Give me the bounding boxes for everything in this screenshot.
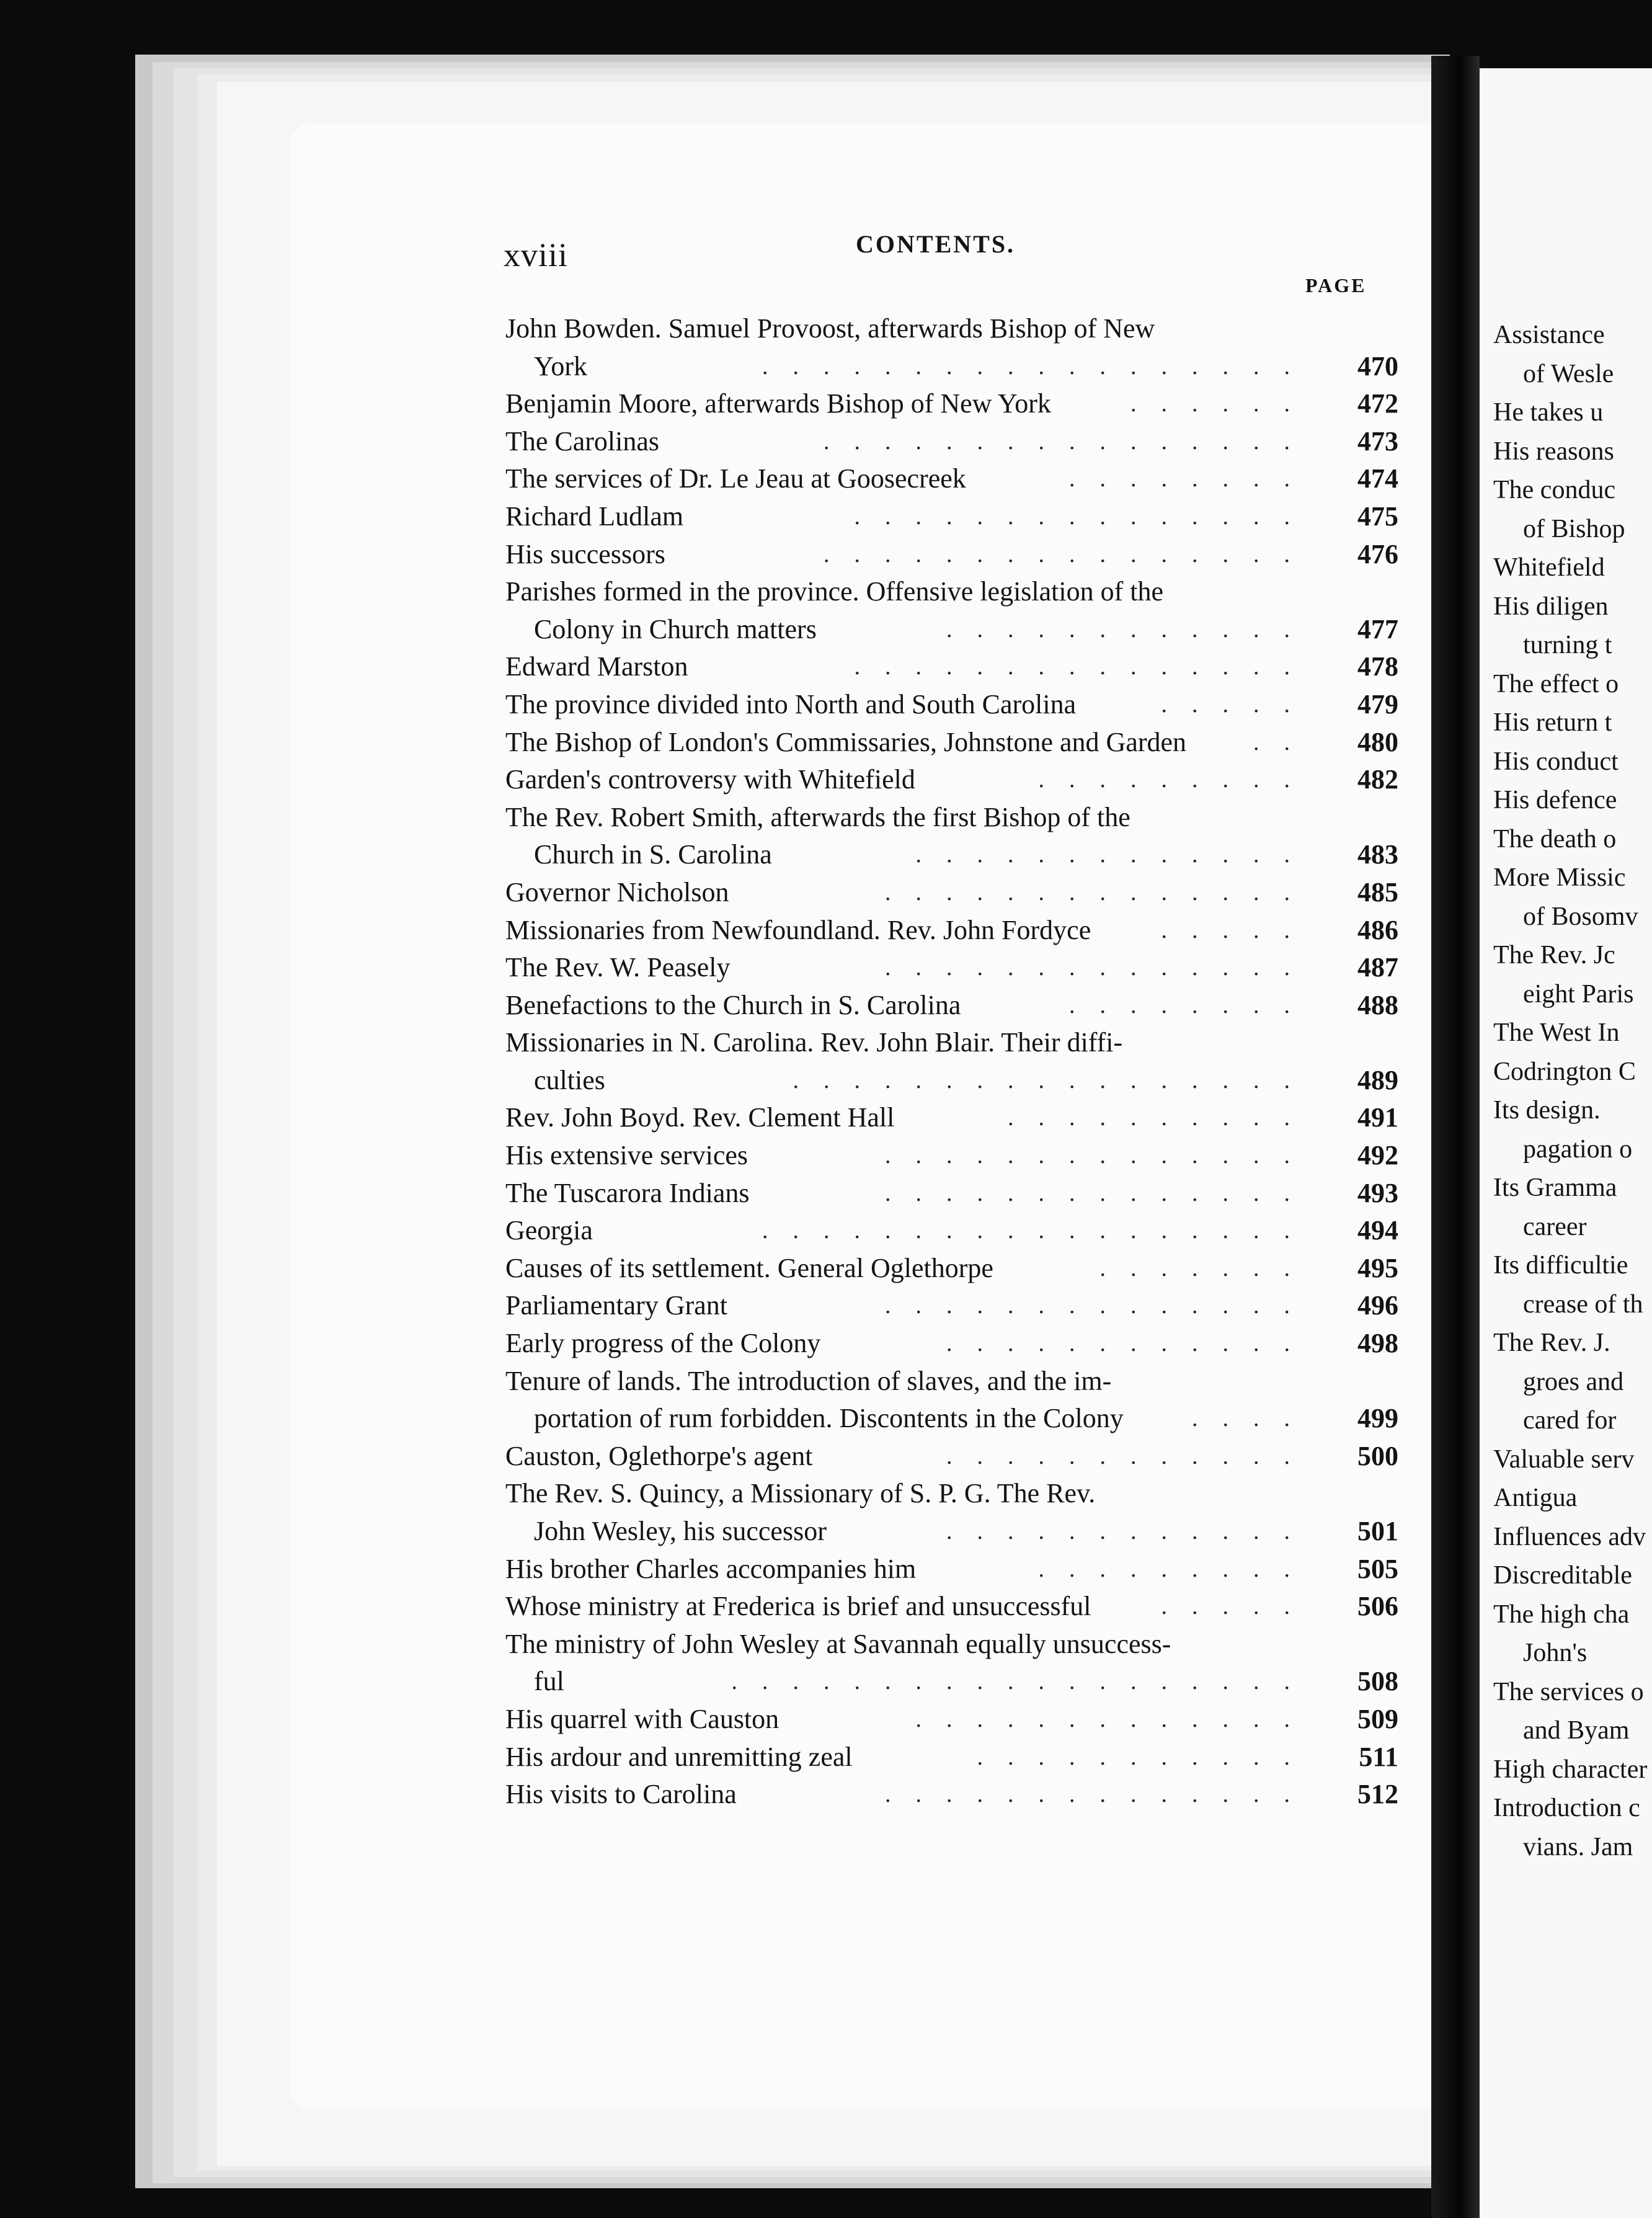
toc-line (505, 611, 1398, 649)
toc-line (505, 912, 1398, 950)
toc-page-number: 478 (1357, 651, 1398, 682)
leader-dots: ............... (854, 654, 1315, 680)
toc-entry-text: His successors (505, 538, 665, 569)
toc-entry-text: York (534, 350, 588, 381)
right-page-line: John's (1523, 1639, 1588, 1667)
leader-dots: ............. (915, 842, 1315, 868)
toc-entry-text: His quarrel with Causton (505, 1703, 779, 1734)
toc-line (505, 498, 1398, 536)
toc-page-number: 506 (1357, 1591, 1398, 1622)
right-page-line: Its design. (1493, 1096, 1601, 1125)
page-number: xviii (504, 236, 569, 274)
toc-page-number: 479 (1357, 688, 1398, 719)
leader-dots: .......... (1008, 1105, 1315, 1131)
toc-line (505, 761, 1398, 799)
toc-line (505, 799, 1398, 837)
right-page-line: career (1523, 1212, 1587, 1241)
toc-line (505, 1287, 1398, 1325)
toc-entry-text: The ministry of John Wesley at Savannah equally unsuccess- (505, 1628, 1171, 1659)
toc-line (505, 836, 1398, 874)
right-page-line: and Byam (1523, 1716, 1630, 1745)
toc-entry-text: The Bishop of London's Commissaries, Johnstone and Garden (505, 726, 1187, 757)
toc-page-number: 472 (1357, 388, 1398, 419)
toc-entry-text: The Rev. Robert Smith, afterwards the first Bishop of the (505, 801, 1130, 832)
leader-dots: ............. (915, 1706, 1315, 1732)
book-gutter (1431, 56, 1480, 2218)
leader-dots: .............. (885, 1142, 1315, 1169)
toc-line (505, 987, 1398, 1025)
toc-page-number: 494 (1357, 1215, 1398, 1246)
right-page-line: Codrington C (1493, 1057, 1636, 1086)
toc-line (505, 1475, 1398, 1513)
toc-line (505, 573, 1398, 611)
toc-line (505, 1551, 1398, 1588)
toc-entry-text: John Bowden. Samuel Provoost, afterwards Bishop of New (505, 313, 1155, 344)
toc-entry-text: Benefactions to the Church in S. Carolina (505, 989, 961, 1020)
leader-dots: ..... (1161, 1593, 1315, 1620)
toc-line (505, 1137, 1398, 1175)
toc-entry-text: The Carolinas (505, 425, 660, 457)
toc-entry-text: John Wesley, his successor (534, 1516, 827, 1546)
right-page-line: His defence (1493, 786, 1617, 814)
toc-line (505, 1363, 1398, 1401)
toc-entry-text: Colony in Church matters (534, 613, 817, 644)
toc-line (505, 1099, 1398, 1137)
toc-page-number: 505 (1357, 1553, 1398, 1584)
toc-line (505, 1588, 1398, 1626)
toc-page-number: 474 (1357, 463, 1398, 494)
right-page-line: Its Gramma (1493, 1174, 1617, 1202)
right-page-line: His diligen (1493, 592, 1609, 621)
toc-page-number: 473 (1357, 425, 1398, 457)
leader-dots: .................. (762, 1218, 1315, 1244)
right-page-line: High character (1493, 1755, 1648, 1784)
toc-page-number: 475 (1357, 501, 1398, 532)
toc-entry-text: His extensive services (505, 1140, 748, 1171)
right-page-line: groes and (1523, 1367, 1624, 1396)
toc-entry-text: The province divided into North and South Carolina (505, 688, 1077, 719)
toc-line (505, 1024, 1398, 1062)
right-page-line: turning t (1523, 631, 1612, 659)
toc-page-number: 496 (1357, 1290, 1398, 1321)
toc-line (505, 1776, 1398, 1814)
toc-page-number: 498 (1357, 1328, 1398, 1359)
right-page-line: More Missic (1493, 863, 1626, 892)
toc-line (505, 1626, 1398, 1664)
toc-line (505, 648, 1398, 686)
right-page-line: The effect o (1493, 669, 1619, 698)
toc-entry-text: Georgia (505, 1215, 593, 1246)
toc-entry-text: Benjamin Moore, afterwards Bishop of New York (505, 388, 1051, 419)
toc-line (505, 1325, 1398, 1363)
toc-entry-text: Missionaries in N. Carolina. Rev. John Blair. Their diffi- (505, 1027, 1123, 1058)
toc-page-number: 470 (1357, 350, 1398, 381)
leader-dots: ............ (946, 1330, 1315, 1357)
toc-page-number: 489 (1357, 1064, 1398, 1095)
toc-entry-text: His brother Charles accompanies him (505, 1553, 917, 1584)
toc-page-number: 491 (1357, 1102, 1398, 1133)
page-title: CONTENTS. (856, 230, 1016, 258)
right-page-line: The Rev. J. (1493, 1329, 1610, 1357)
toc-line (505, 1250, 1398, 1288)
toc-line (505, 949, 1398, 987)
toc-line (505, 1438, 1398, 1476)
toc-page-number: 511 (1359, 1741, 1398, 1772)
toc-entry-text: Causes of its settlement. General Oglethorpe (505, 1252, 993, 1283)
toc-line (505, 1062, 1398, 1100)
leader-dots: .. (1253, 729, 1315, 755)
toc-page-number: 492 (1357, 1140, 1398, 1171)
toc-page-number: 499 (1357, 1403, 1398, 1434)
toc-entry-text: The Rev. W. Peasely (505, 952, 731, 983)
right-page-line: Discreditable (1493, 1561, 1632, 1590)
leader-dots: ......... (1038, 1556, 1315, 1582)
toc-entry-text: Edward Marston (505, 651, 688, 682)
toc-entry-text: The Tuscarora Indians (505, 1177, 750, 1208)
right-page-line: The Rev. Jc (1493, 941, 1615, 969)
toc-page-number: 495 (1357, 1252, 1398, 1283)
toc-entry-text: Rev. John Boyd. Rev. Clement Hall (505, 1102, 895, 1133)
page-column-heading: PAGE (1305, 274, 1367, 296)
leader-dots: .............. (885, 1293, 1315, 1319)
toc-page-number: 508 (1357, 1666, 1398, 1697)
toc-page-number: 482 (1357, 764, 1398, 795)
toc-entry-text: Tenure of lands. The introduction of slaves, and the im- (505, 1365, 1112, 1396)
toc-page-number: 509 (1357, 1703, 1398, 1734)
toc-line (505, 348, 1398, 386)
toc-page-number: 483 (1357, 839, 1398, 870)
toc-page-number: 480 (1357, 726, 1398, 757)
toc-page-number: 500 (1357, 1440, 1398, 1471)
leader-dots: .................. (762, 353, 1315, 380)
right-page-line: His conduct (1493, 747, 1619, 776)
leader-dots: .............. (885, 1180, 1315, 1206)
toc-entry-text: The services of Dr. Le Jeau at Goosecreek (505, 463, 966, 494)
right-page-line: The West In (1493, 1018, 1620, 1047)
toc-entry-text: Church in S. Carolina (534, 839, 772, 870)
leader-dots: .... (1192, 1405, 1315, 1432)
leader-dots: ........ (1069, 466, 1315, 492)
toc-line (505, 460, 1398, 498)
leader-dots: .............. (885, 955, 1315, 981)
right-page-line: of Bishop (1523, 514, 1625, 543)
right-page-line: The conduc (1493, 476, 1616, 504)
toc-entry-text: Garden's controversy with Whitefield (505, 764, 915, 795)
toc-entry-text: The Rev. S. Quincy, a Missionary of S. P. G. The Rev. (505, 1478, 1096, 1509)
toc-page-number: 477 (1357, 613, 1398, 644)
leader-dots: ........ (1069, 992, 1315, 1018)
toc-page-number: 493 (1357, 1177, 1398, 1208)
right-page-line: The services o (1493, 1677, 1644, 1706)
leader-dots: ................. (793, 1067, 1315, 1093)
toc-entry-text: culties (534, 1064, 605, 1095)
right-page-line: Introduction c (1493, 1794, 1640, 1822)
right-page-line: The high cha (1493, 1600, 1630, 1629)
toc-entry-text: portation of rum forbidden. Discontents in the Colony (534, 1403, 1124, 1434)
toc-line (505, 1212, 1398, 1250)
toc-entry-text: Parishes formed in the province. Offensive legislation of the (505, 576, 1164, 607)
toc-entry-text: Richard Ludlam (505, 501, 684, 532)
contents-list (505, 310, 1398, 1814)
toc-line (505, 1513, 1398, 1551)
toc-entry-text: Causton, Oglethorpe's agent (505, 1440, 813, 1471)
leader-dots: .............. (885, 1781, 1315, 1808)
leader-dots: ............ (946, 616, 1315, 643)
leader-dots: ................... (731, 1668, 1315, 1695)
leader-dots: ......... (1038, 767, 1315, 793)
toc-line (505, 1400, 1398, 1438)
right-page-line: cared for (1523, 1406, 1617, 1435)
toc-page-number: 488 (1357, 989, 1398, 1020)
toc-page-number: 476 (1357, 538, 1398, 569)
toc-entry-text: Missionaries from Newfoundland. Rev. John Fordyce (505, 914, 1091, 945)
toc-line (505, 1175, 1398, 1213)
right-page-line: eight Paris (1523, 979, 1634, 1009)
toc-line (505, 385, 1398, 423)
right-page-line: The death o (1493, 824, 1617, 853)
toc-page-number: 486 (1357, 914, 1398, 945)
toc-line (505, 536, 1398, 574)
right-page-line: Valuable serv (1493, 1445, 1635, 1474)
right-page-line: Its difficultie (1493, 1251, 1628, 1280)
toc-entry-text: Governor Nicholson (505, 876, 729, 907)
toc-entry-text: Parliamentary Grant (505, 1290, 727, 1321)
leader-dots: ...... (1130, 391, 1315, 417)
toc-line (505, 310, 1398, 348)
right-page-line: He takes u (1493, 398, 1604, 427)
leader-dots: ............... (854, 503, 1315, 530)
toc-line (505, 423, 1398, 461)
leader-dots: ..... (1161, 691, 1315, 718)
right-page-line: pagation o (1523, 1134, 1633, 1164)
right-page-line: Antigua (1493, 1484, 1578, 1512)
toc-page-number: 485 (1357, 876, 1398, 907)
toc-entry-text: His visits to Carolina (505, 1779, 737, 1810)
toc-line (505, 1663, 1398, 1701)
right-page (1480, 68, 1652, 2218)
toc-line (505, 686, 1398, 724)
leader-dots: ................ (824, 428, 1315, 455)
right-page-line: vians. Jam (1523, 1832, 1633, 1861)
leader-dots: ............ (946, 1518, 1315, 1544)
leader-dots: ....... (1099, 1255, 1315, 1281)
toc-entry-text: Whose ministry at Frederica is brief and unsuccessful (505, 1591, 1091, 1622)
toc-page-number: 512 (1357, 1779, 1398, 1810)
right-page-line: Influences adv (1493, 1522, 1646, 1551)
toc-line (505, 724, 1398, 762)
toc-line (505, 1739, 1398, 1776)
toc-page-number: 487 (1357, 952, 1398, 983)
right-page-line: of Bosomv (1523, 902, 1638, 931)
right-page-line: Assistance (1493, 321, 1605, 349)
right-page-line: His return t (1493, 708, 1612, 737)
leader-dots: .............. (885, 879, 1315, 906)
right-page-line: Whitefield (1493, 553, 1605, 582)
leader-dots: ............ (946, 1443, 1315, 1469)
leader-dots: ........... (977, 1744, 1315, 1770)
right-page-line: of Wesle (1523, 359, 1614, 388)
right-page-line: His reasons (1493, 437, 1614, 466)
toc-entry-text: Early progress of the Colony (505, 1328, 821, 1359)
toc-line (505, 874, 1398, 912)
toc-entry-text: His ardour and unremitting zeal (505, 1741, 853, 1772)
toc-page-number: 501 (1357, 1516, 1398, 1546)
toc-line (505, 1701, 1398, 1739)
toc-entry-text: ful (534, 1666, 564, 1697)
leader-dots: ................ (824, 541, 1315, 568)
leader-dots: ..... (1161, 917, 1315, 943)
right-page-line: crease of th (1523, 1289, 1643, 1319)
